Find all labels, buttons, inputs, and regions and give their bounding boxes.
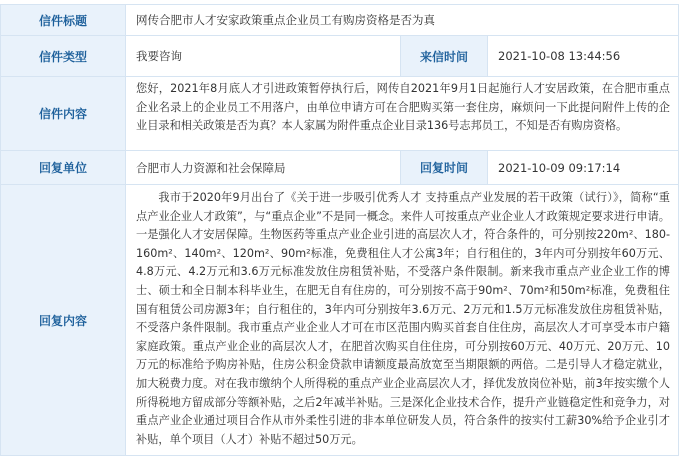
- letter-type: 我要咨询: [126, 36, 401, 77]
- reply-unit-row: [0, 151, 679, 185]
- reply-unit-label: 回复单位: [1, 151, 126, 185]
- letter-title: 网传合肥市人才安家政策重点企业员工有购房资格是否为真: [126, 5, 679, 36]
- reply-content: 我市于2020年9月出台了《关于进一步吸引优秀人才 支持重点产业发展的若干政策（试行）》，简称“重点产业企业人才政策”，与“重点企业”不是同一概念。来件人可按重点产业企业人才政策规定要求进行申请。一是强化人才安居保障。生物医药等重点产业企业引进的高层次人才，符合条件的，可分别按220m²、180-160m²、140m²、120m²、90m²标准，免费租住人才公寓3年；自行租住的，3年内可分别按年60万元、4.8万元、4.2万元和3.6万元标准发放住房租赁补贴，不受落户条件限制。新来我市重点产业企业工作的博士、硕士和全日制本科毕业生，在肥无自有住房的，可分别按不高于90m²、70m²和50m²标准，免费租住国有租赁公司房源3年；自行租住的，3年内可分别按年3.6万元、2万元和1.5万元标准发放住房租赁补贴，不受落户条件限制。我市重点产业企业人才可在市区范围内购买首套自住住房，高层次人才可享受本市户籍家庭政策。重点产业企业的高层次人才，在肥首次购买自住住房，可分别按60万元、40万元、20万元、10万元的标准给予购房补贴，住房公积金贷款申请额度最高放宽至当期限额的两倍。二是引导人才稳定就业，加大税费力度。对在我市缴纳个人所得税的重点产业企业高层次人才，择优发放岗位补贴，前3年按实缴个人所得税地方留成部分等额补贴，之后2年减半补贴。三是深化企业技术合作，提升产业链稳定性和竞争力，对重点产业企业通过项目合作从市外柔性引进的非本单位研发人员，符合条件的按实付工薪30%给予企业引才补贴，单个项目（人才）补贴不超过50万元。: [136, 191, 670, 446]
- letter-content: 您好，2021年8月底人才引进政策暂停执行后，网传自2021年9月1日起施行人才安居政策，在合肥市重点企业名录上的企业员工不用落户，由单位申请方可在合肥购买第一套住房，麻烦问一下此提问附件上传的企业目录和相关政策是否为真？本人家属为附件重点企业目录136号志邦员工，不知是否有购房资格。: [136, 82, 670, 133]
- reply-time: 2021-10-09 09:17:14: [488, 151, 679, 185]
- letter-content-cell: [126, 77, 679, 151]
- content-row: [0, 77, 679, 151]
- type-label: 信件类型: [1, 36, 126, 77]
- type-row: [0, 36, 679, 77]
- reply-content-row: [0, 185, 679, 456]
- received-time-label: 来信时间: [401, 36, 488, 77]
- reply-content-label: 回复内容: [1, 185, 126, 456]
- received-time: 2021-10-08 13:44:56: [488, 36, 679, 77]
- content-label: 信件内容: [1, 77, 126, 151]
- reply-content-cell: [126, 185, 679, 456]
- title-label: 信件标题: [1, 5, 126, 36]
- reply-time-label: 回复时间: [401, 151, 488, 185]
- reply-unit: 合肥市人力资源和社会保障局: [126, 151, 401, 185]
- title-row: [0, 4, 679, 36]
